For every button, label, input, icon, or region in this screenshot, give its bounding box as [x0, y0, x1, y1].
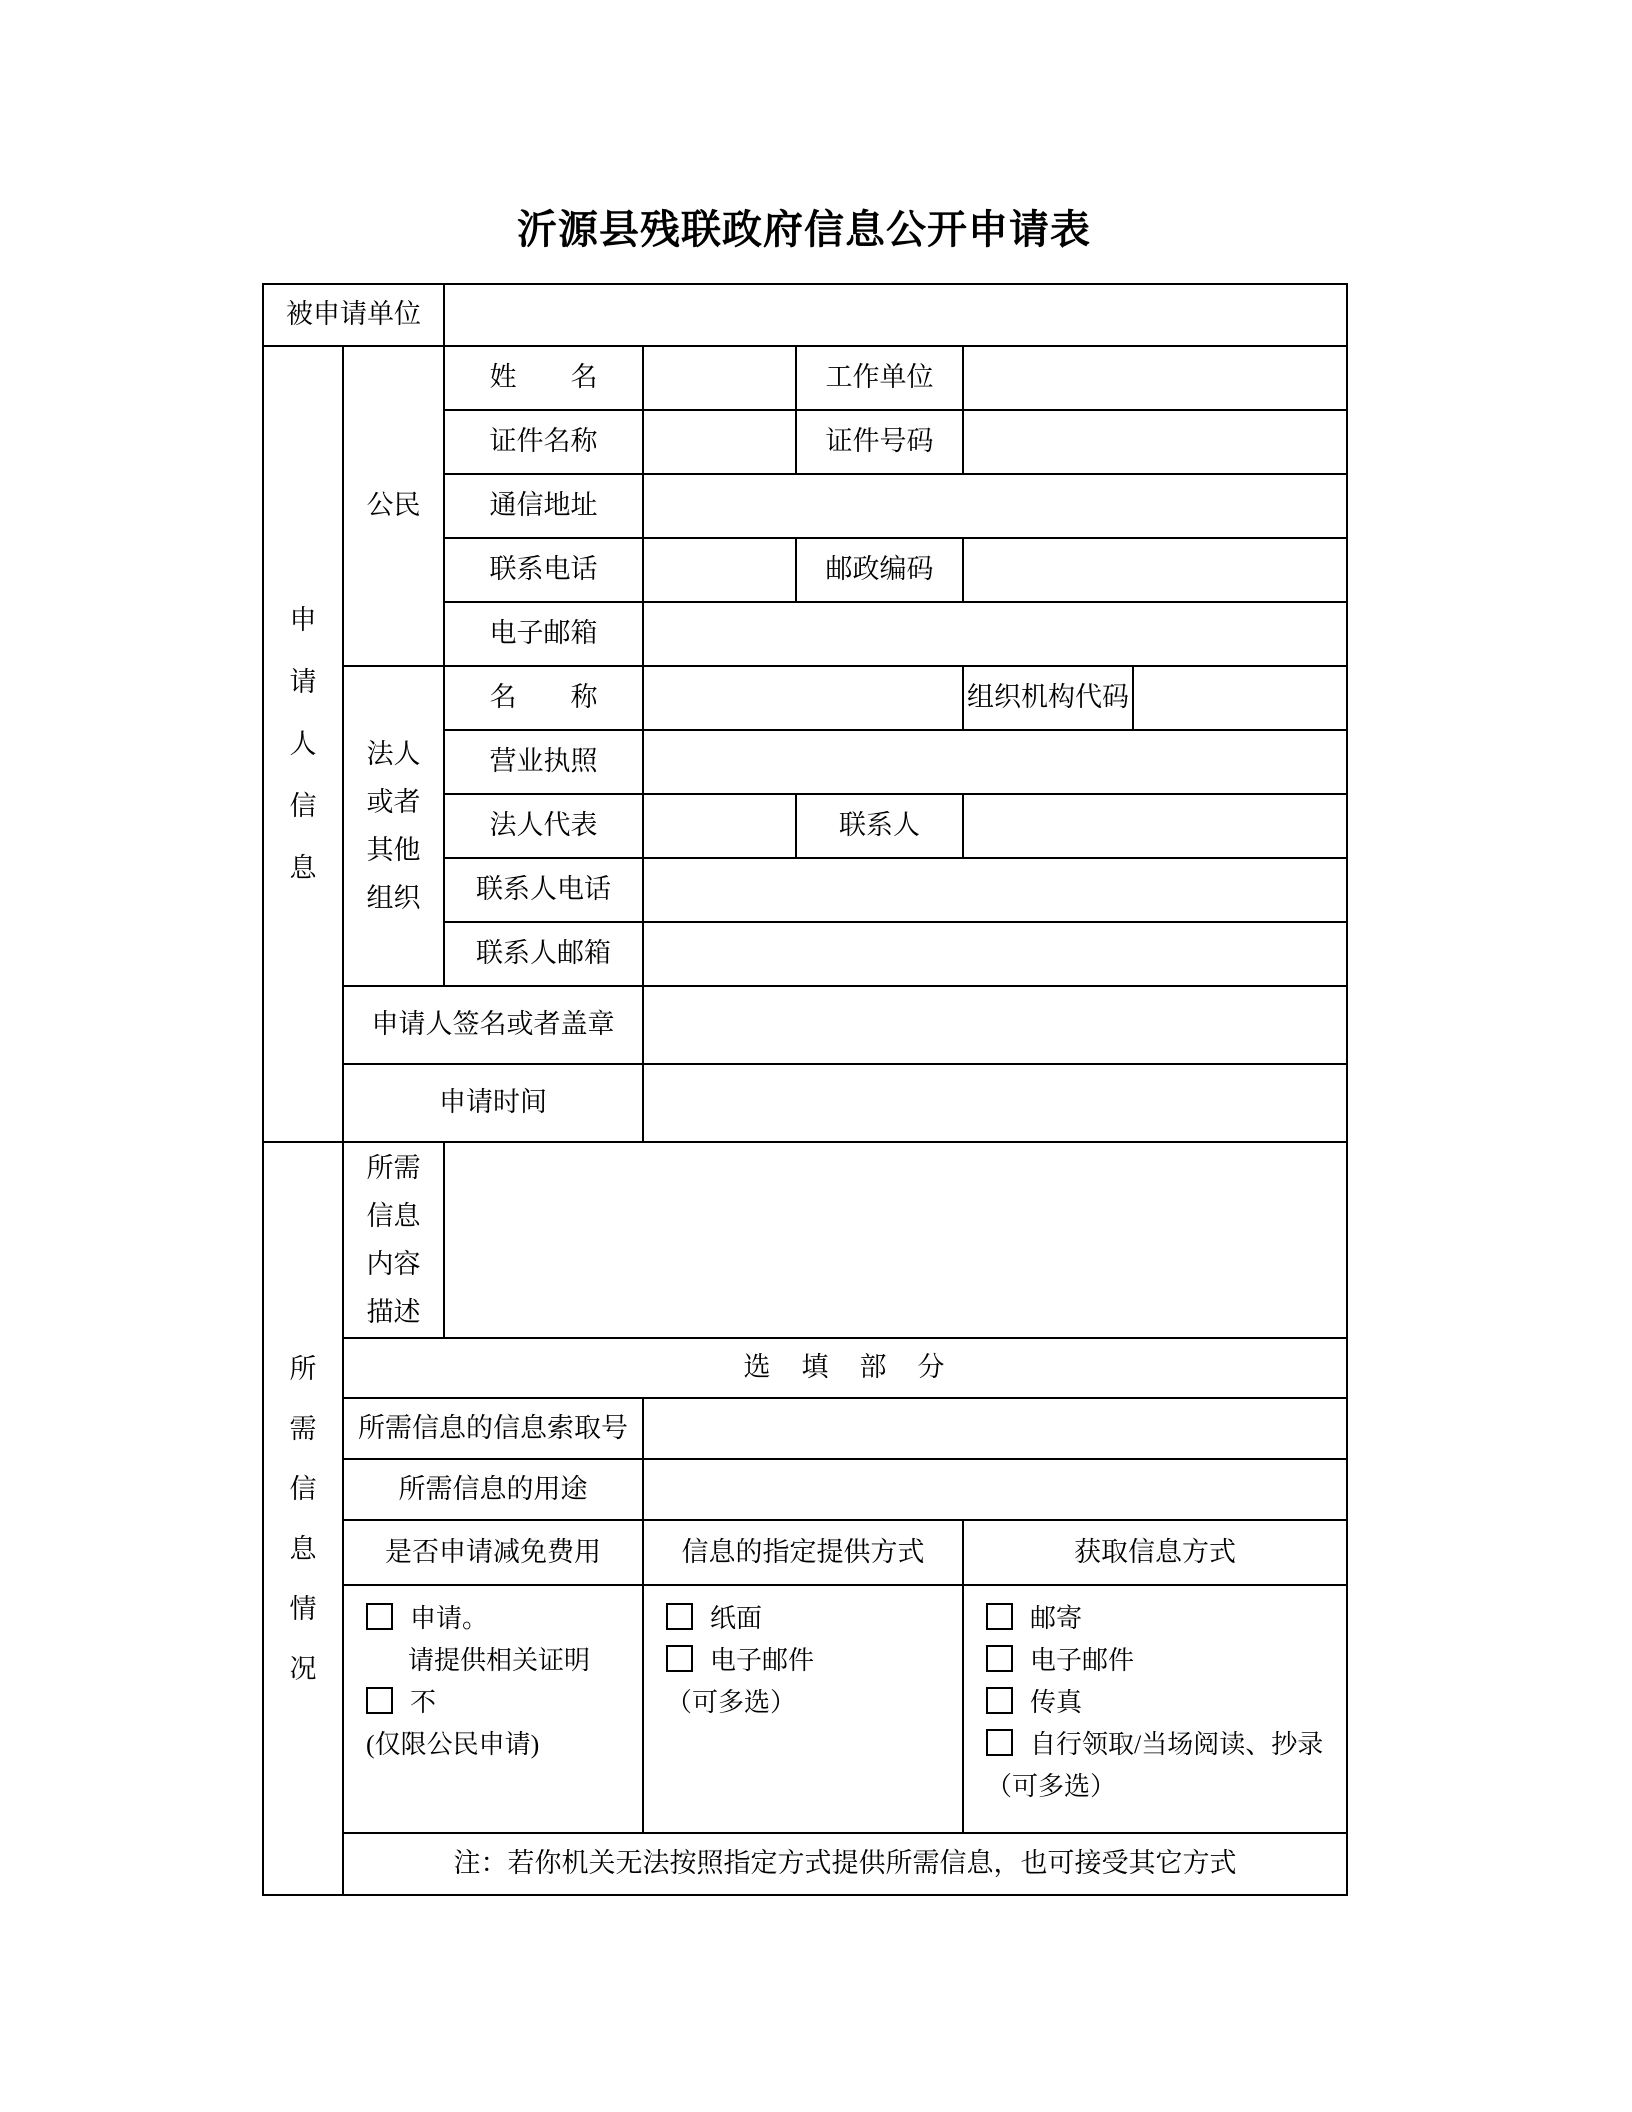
- option-delivery-multi-label: （可多选）: [666, 1688, 797, 1717]
- option-fee-no: [366, 1682, 638, 1724]
- row-optional-title: [263, 1338, 1347, 1398]
- section-applicant-char: 息: [289, 853, 317, 883]
- option-delivery-email: [666, 1640, 958, 1682]
- applied-unit-input[interactable]: [444, 284, 1347, 346]
- application-form-table: [262, 283, 1348, 1896]
- index-number-input[interactable]: [643, 1398, 1347, 1459]
- org-contact-input[interactable]: [963, 794, 1347, 858]
- option-obtain-email-label: 电子邮件: [1030, 1646, 1135, 1675]
- apply-time-label: 申请时间: [343, 1064, 643, 1142]
- index-number-label: 所需信息的信息索取号: [343, 1398, 643, 1459]
- org-name-input[interactable]: [643, 666, 963, 730]
- checkbox-fee-apply[interactable]: [366, 1603, 393, 1630]
- citizen-address-label: 通信地址: [444, 474, 643, 538]
- org-contact-email-input[interactable]: [643, 922, 1347, 986]
- section-applicant-char: 信: [289, 791, 317, 821]
- obtain-method-options: [963, 1585, 1347, 1833]
- purpose-input[interactable]: [643, 1459, 1347, 1520]
- info-description-input[interactable]: [444, 1142, 1347, 1338]
- citizen-name-input[interactable]: [643, 346, 796, 410]
- signature-input[interactable]: [643, 986, 1347, 1064]
- section-applicant-info: [263, 346, 343, 1142]
- checkbox-delivery-paper[interactable]: [666, 1603, 693, 1630]
- row-purpose: [263, 1459, 1347, 1520]
- option-obtain-self-label: 自行领取/当场阅读、抄录: [1030, 1730, 1324, 1759]
- org-code-input[interactable]: [1133, 666, 1347, 730]
- row-applied-unit: [263, 284, 1347, 346]
- row-signature: [263, 986, 1347, 1064]
- page-title: 沂源县残联政府信息公开申请表: [517, 208, 1091, 252]
- option-fee-citizen-only: [366, 1724, 638, 1766]
- group-citizen-label: 公民: [343, 346, 444, 666]
- option-delivery-paper-label: 纸面: [710, 1604, 763, 1633]
- option-obtain-mail: [986, 1598, 1342, 1640]
- option-delivery-paper: [666, 1598, 958, 1640]
- org-contact-phone-input[interactable]: [643, 858, 1347, 922]
- citizen-phone-label: 联系电话: [444, 538, 643, 602]
- fee-reduction-options: [343, 1585, 643, 1833]
- option-obtain-fax-label: 传真: [1030, 1688, 1083, 1717]
- info-description-label-line: 所需: [366, 1153, 421, 1183]
- group-org-line: 其他: [366, 835, 421, 865]
- checkbox-obtain-fax[interactable]: [986, 1687, 1013, 1714]
- note-text: 注：若你机关无法按照指定方式提供所需信息，也可接受其它方式: [343, 1833, 1347, 1895]
- row-choice-options: [263, 1585, 1347, 1833]
- section-required-char: 需: [289, 1413, 317, 1444]
- group-org-line: 或者: [366, 787, 421, 817]
- citizen-cert-name-input[interactable]: [643, 410, 796, 474]
- section-required-char: 息: [289, 1533, 317, 1564]
- section-required-char: 信: [289, 1473, 317, 1504]
- citizen-work-unit-input[interactable]: [963, 346, 1347, 410]
- org-legal-rep-input[interactable]: [643, 794, 796, 858]
- section-applicant-char: 请: [289, 667, 317, 697]
- citizen-postal-label: 邮政编码: [796, 538, 963, 602]
- optional-section-title: 选 填 部 分: [343, 1338, 1347, 1398]
- citizen-work-unit-label: 工作单位: [796, 346, 963, 410]
- delivery-method-options: [643, 1585, 963, 1833]
- option-obtain-email: [986, 1640, 1342, 1682]
- apply-time-input[interactable]: [643, 1064, 1347, 1142]
- option-obtain-multi-label: （可多选）: [986, 1772, 1117, 1801]
- org-license-input[interactable]: [643, 730, 1347, 794]
- option-fee-apply: [366, 1598, 638, 1640]
- checkbox-obtain-self[interactable]: [986, 1729, 1013, 1756]
- option-fee-apply-note: [408, 1640, 638, 1682]
- info-description-label: [343, 1142, 444, 1338]
- option-obtain-self: [986, 1724, 1342, 1766]
- citizen-cert-no-input[interactable]: [963, 410, 1347, 474]
- citizen-address-input[interactable]: [643, 474, 1347, 538]
- citizen-cert-no-label: 证件号码: [796, 410, 963, 474]
- row-org-name: [263, 666, 1347, 730]
- option-fee-apply-note-label: 请提供相关证明: [408, 1646, 591, 1675]
- option-delivery-email-label: 电子邮件: [710, 1646, 815, 1675]
- option-delivery-multi: [666, 1682, 958, 1724]
- signature-label: 申请人签名或者盖章: [343, 986, 643, 1064]
- row-info-description: [263, 1142, 1347, 1338]
- group-org-line: 组织: [366, 883, 421, 913]
- org-contact-email-label: 联系人邮箱: [444, 922, 643, 986]
- citizen-email-input[interactable]: [643, 602, 1347, 666]
- info-description-label-line: 信息: [366, 1201, 421, 1231]
- option-obtain-fax: [986, 1682, 1342, 1724]
- section-required-char: 况: [289, 1653, 317, 1684]
- option-fee-no-label: 不: [410, 1688, 437, 1717]
- option-fee-apply-label: 申请。: [410, 1604, 489, 1633]
- group-org-line: 法人: [366, 739, 421, 769]
- citizen-phone-input[interactable]: [643, 538, 796, 602]
- org-legal-rep-label: 法人代表: [444, 794, 643, 858]
- checkbox-obtain-mail[interactable]: [986, 1603, 1013, 1630]
- row-index-number: [263, 1398, 1347, 1459]
- option-obtain-mail-label: 邮寄: [1030, 1604, 1083, 1633]
- checkbox-obtain-email[interactable]: [986, 1645, 1013, 1672]
- group-org-label: [343, 666, 444, 986]
- org-code-label: 组织机构代码: [963, 666, 1133, 730]
- section-required-char: 情: [289, 1593, 317, 1624]
- citizen-postal-input[interactable]: [963, 538, 1347, 602]
- row-note: [263, 1833, 1347, 1895]
- row-apply-time: [263, 1064, 1347, 1142]
- checkbox-fee-no[interactable]: [366, 1687, 393, 1714]
- delivery-method-header: 信息的指定提供方式: [643, 1520, 963, 1585]
- row-choice-headers: [263, 1520, 1347, 1585]
- option-obtain-multi: [986, 1766, 1342, 1808]
- section-required-info: [263, 1142, 343, 1895]
- info-description-label-line: 内容: [366, 1249, 421, 1279]
- fee-reduction-header: 是否申请减免费用: [343, 1520, 643, 1585]
- section-applicant-char: 人: [289, 729, 317, 759]
- checkbox-delivery-email[interactable]: [666, 1645, 693, 1672]
- applied-unit-label: 被申请单位: [263, 284, 444, 346]
- org-name-label: 名 称: [444, 666, 643, 730]
- section-required-char: 所: [289, 1353, 317, 1384]
- purpose-label: 所需信息的用途: [343, 1459, 643, 1520]
- option-fee-citizen-only-label: (仅限公民申请): [366, 1730, 540, 1759]
- row-citizen-name: [263, 346, 1347, 410]
- org-contact-label: 联系人: [796, 794, 963, 858]
- citizen-cert-name-label: 证件名称: [444, 410, 643, 474]
- citizen-name-label: 姓 名: [444, 346, 643, 410]
- citizen-email-label: 电子邮箱: [444, 602, 643, 666]
- info-description-label-line: 描述: [366, 1297, 421, 1327]
- section-applicant-char: 申: [289, 605, 317, 635]
- org-contact-phone-label: 联系人电话: [444, 858, 643, 922]
- obtain-method-header: 获取信息方式: [963, 1520, 1347, 1585]
- org-license-label: 营业执照: [444, 730, 643, 794]
